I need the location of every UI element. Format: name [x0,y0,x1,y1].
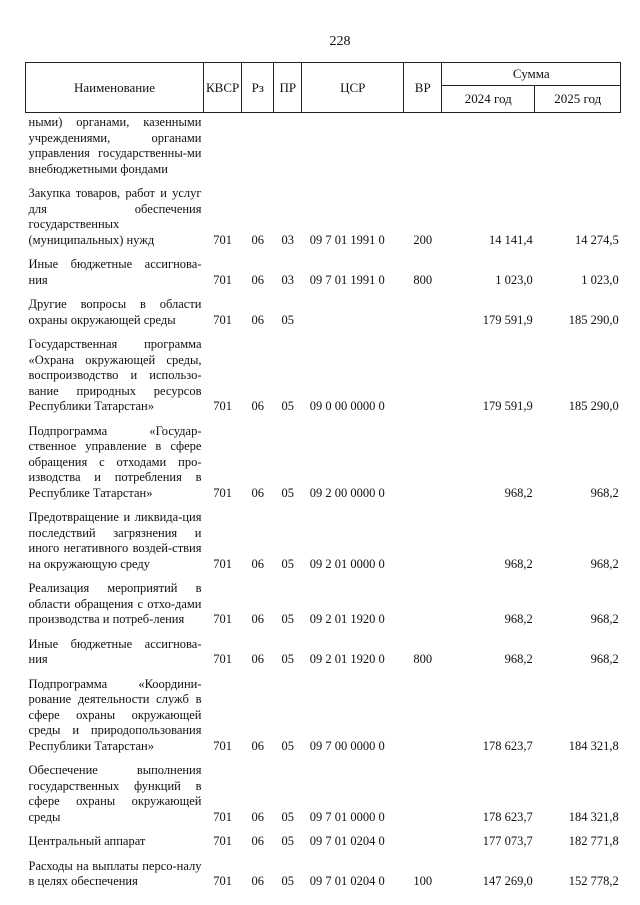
row-rz: 06 [251,485,264,500]
header-rz: Рз [242,63,274,113]
header-year-2024: 2024 год [442,86,535,113]
row-csr: 09 2 01 1920 0 [309,652,385,666]
row-sum-2025: 968,2 [590,556,619,571]
table-row [26,249,621,289]
row-sum-2025: 1 023,0 [581,272,619,287]
row-sum-2024: 179 591,9 [482,399,533,413]
row-sum-2024: 147 269,0 [482,874,533,888]
row-name: Расходы на выплаты персо-налу в целях обеспечения [28,858,202,888]
row-csr: 09 7 01 0204 0 [309,834,385,848]
row-kvsr: 701 [213,834,232,848]
row-kvsr: 701 [213,738,232,753]
table-row [26,178,621,249]
row-vr [404,416,442,503]
row-sum-2024: 178 623,7 [482,738,533,753]
row-csr: 09 7 01 0000 0 [309,809,385,824]
row-vr [404,826,442,851]
row-sum-2024: 968,2 [504,612,533,626]
row-name: Центральный аппарат [28,834,146,848]
row-rz: 06 [251,809,264,824]
header-pr: ПР [274,63,302,113]
row-name: Обеспечение выполнения государственных функций в сфере охраны окружающей среды [28,763,202,824]
row-sum-2024: 14 141,4 [489,232,533,247]
row-vr [404,289,442,329]
row-sum-2024 [442,113,535,179]
row-kvsr [204,113,242,179]
budget-table [25,62,621,891]
row-pr: 03 [281,272,294,287]
row-vr [404,502,442,573]
row-csr [302,289,404,329]
row-rz: 06 [251,834,264,848]
row-vr: 800 [413,272,433,287]
row-pr: 05 [281,612,294,626]
row-sum-2025: 968,2 [590,612,619,626]
row-rz: 06 [251,232,264,247]
row-name: Иные бюджетные ассигнова-ния [28,636,202,666]
header-name: Наименование [26,63,204,113]
row-sum-2025: 182 771,8 [568,834,619,848]
row-vr [404,669,442,756]
row-csr: 09 7 00 0000 0 [309,738,385,753]
row-name: Предотвращение и ликвида-ция последствий загрязнения и иного негативного воздей-ствия на окружающую среду [28,510,202,571]
row-vr [404,329,442,416]
row-rz: 06 [251,312,264,327]
table-row [26,113,621,179]
row-csr: 09 7 01 1991 0 [309,272,385,287]
row-vr [404,113,442,179]
table-row [26,629,621,669]
row-sum-2025 [535,113,621,179]
row-pr: 03 [281,232,294,247]
row-name: Другие вопросы в области охраны окружающей среды [28,297,202,327]
row-rz: 06 [251,556,264,571]
table-row [26,329,621,416]
row-vr: 200 [413,232,433,247]
row-csr: 09 0 00 0000 0 [309,399,385,413]
row-pr: 05 [281,652,294,666]
row-kvsr: 701 [213,312,232,327]
row-pr: 05 [281,556,294,571]
header-kvsr: КВСР [204,63,242,113]
row-sum-2025: 968,2 [590,652,619,666]
table-row [26,826,621,851]
table-row [26,416,621,503]
table-row [26,289,621,329]
row-name: ными) органами, казенными учреждениями, органами управления государственны-ми внебюджетными фондами [28,115,202,176]
row-sum-2025: 184 321,8 [568,738,619,753]
row-pr: 05 [281,312,294,327]
row-kvsr: 701 [213,874,232,888]
row-rz: 06 [251,738,264,753]
row-sum-2025: 185 290,0 [568,399,619,413]
row-vr: 800 [413,652,433,666]
row-rz: 06 [251,874,264,888]
table-row [26,502,621,573]
row-sum-2024: 968,2 [504,556,533,571]
row-kvsr: 701 [213,809,232,824]
header-csr: ЦСР [302,63,404,113]
row-sum-2024: 968,2 [504,652,533,666]
row-rz: 06 [251,652,264,666]
row-vr [404,755,442,826]
header-vr: ВР [404,63,442,113]
row-pr: 05 [281,809,294,824]
row-pr: 05 [281,738,294,753]
header-year-2025: 2025 год [535,86,621,113]
row-name: Подпрограмма «Координи-рование деятельности служб в сфере охраны окружающей среды и природопользования Республики Татарстан» [28,676,202,753]
row-csr [302,113,404,179]
row-name: Государственная программа «Охрана окружающей среды, воспроизводство и использо-вание природных ресурсов Республики Татарстан» [28,337,202,413]
table-row [26,755,621,826]
row-kvsr: 701 [213,485,232,500]
table-row [26,669,621,756]
row-csr: 09 7 01 0204 0 [309,874,385,888]
table-header [26,63,621,113]
row-sum-2024: 178 623,7 [482,809,533,824]
row-name: Иные бюджетные ассигнова-ния [28,257,202,287]
row-rz: 06 [251,272,264,287]
row-sum-2025: 152 778,2 [568,874,619,888]
row-kvsr: 701 [213,612,232,626]
table-body [26,113,621,891]
row-sum-2024: 968,2 [504,485,533,500]
row-rz [242,113,274,179]
row-kvsr: 701 [213,272,232,287]
row-kvsr: 701 [213,652,232,666]
row-sum-2025: 968,2 [590,485,619,500]
row-pr: 05 [281,874,294,888]
header-sum: Сумма [442,63,621,86]
table-row [26,573,621,629]
row-csr: 09 2 00 0000 0 [309,485,385,500]
row-pr: 05 [281,834,294,848]
row-kvsr: 701 [213,399,232,413]
row-vr [404,573,442,629]
row-sum-2025: 14 274,5 [575,232,619,247]
table-row [26,851,621,891]
row-sum-2024: 179 591,9 [482,312,533,327]
row-kvsr: 701 [213,232,232,247]
row-csr: 09 2 01 0000 0 [309,556,385,571]
row-csr: 09 7 01 1991 0 [309,232,385,247]
row-vr: 100 [413,874,433,888]
row-csr: 09 2 01 1920 0 [309,612,385,626]
row-sum-2024: 177 073,7 [482,834,533,848]
row-pr: 05 [281,485,294,500]
row-pr [274,113,302,179]
row-rz: 06 [251,612,264,626]
row-sum-2024: 1 023,0 [495,272,533,287]
row-rz: 06 [251,399,264,413]
row-name: Реализация мероприятий в области обращения с отхо-дами производства и потреб-ления [28,581,202,626]
row-name: Закупка товаров, работ и услуг для обеспечения государственных (муниципальных) нужд [28,186,202,247]
row-kvsr: 701 [213,556,232,571]
row-sum-2025: 184 321,8 [568,809,619,824]
page-number: 228 [329,34,351,49]
row-sum-2025: 185 290,0 [568,312,619,327]
row-pr: 05 [281,399,294,413]
row-name: Подпрограмма «Государ-ственное управление в сфере обращения с отходами про-изводства и потребления в Республике Татарстан» [28,423,202,500]
